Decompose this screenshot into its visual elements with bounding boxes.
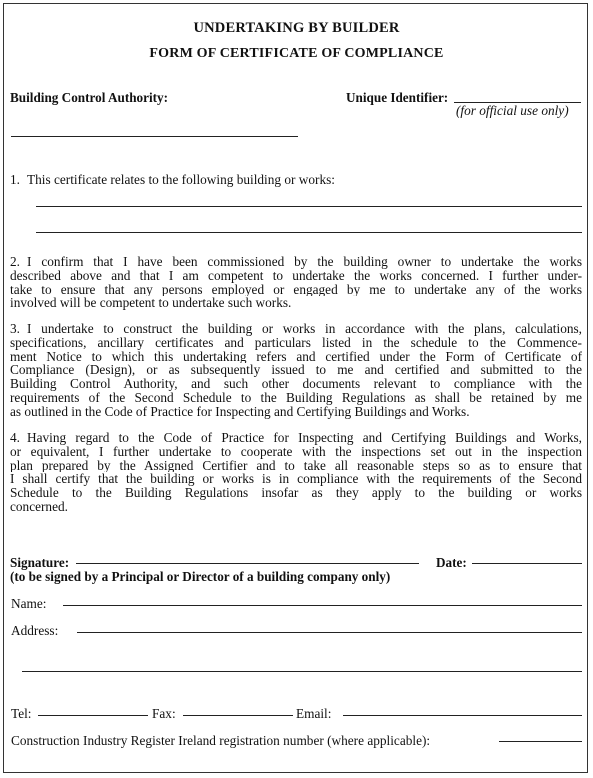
- section-3-line: as outlined in the Code of Practice for Inspecting and Certifying Buildings and Works.: [10, 404, 470, 419]
- section-2-number: 2.: [10, 254, 20, 269]
- section-1-number: 1.: [10, 172, 20, 187]
- section-3-line: requirements of the Second Schedule to the Building Regulations as shall be retained by me: [10, 390, 582, 405]
- section-2-line: involved will be competent to undertake such works.: [10, 296, 292, 311]
- section-4-line: plan prepared by the Assigned Certifier and to take all reasonable steps so as to ensure that: [10, 458, 582, 473]
- section-4-line: Schedule to the Building Regulations insofar as they apply to the building or works: [10, 486, 582, 500]
- name-label: Name:: [11, 596, 47, 611]
- fax-label: Fax:: [152, 706, 176, 721]
- section-3-line: I undertake to construct the building or works in accordance with the plans, calculations,: [27, 322, 582, 336]
- section-4-number: 4.: [10, 430, 20, 445]
- section-3-line: ment Notice to which this undertaking refers and certified under the Form of Certificate of: [10, 349, 582, 364]
- tel-field[interactable]: [38, 715, 148, 716]
- section-4-line: I shall certify that the building or works is in compliance with the requirements of the Second: [10, 472, 582, 487]
- ciri-registration-field[interactable]: [499, 741, 582, 742]
- form-title: UNDERTAKING BY BUILDER: [193, 20, 400, 36]
- tel-label: Tel:: [11, 706, 32, 721]
- section-4-line: or equivalent, I further undertake to cooperate with the inspections set out in the inspection: [10, 444, 582, 459]
- official-use-note: (for official use only): [456, 103, 569, 118]
- ciri-registration-label: Construction Industry Register Ireland registration number (where applicable):: [11, 733, 431, 748]
- section-3-line: specifications, ancillary certificates and particulars listed in the schedule to the Commence-: [10, 335, 582, 350]
- section-3-line: Building Control Authority, and such other documents relevant to compliance with the: [10, 377, 582, 391]
- name-field[interactable]: [63, 605, 582, 606]
- works-description-line-2[interactable]: [36, 232, 582, 233]
- section-3-number: 3.: [10, 321, 20, 336]
- section-4-line: concerned.: [10, 499, 68, 514]
- address-field-line-2[interactable]: [22, 671, 582, 672]
- section-1-text: This certificate relates to the following building or works:: [27, 172, 335, 187]
- works-description-line-1[interactable]: [36, 206, 582, 207]
- address-field-line-1[interactable]: [77, 632, 582, 633]
- section-3-line: Compliance (Design), or as subsequently issued to me and certified and submitted to the: [10, 363, 582, 378]
- fax-field[interactable]: [183, 715, 293, 716]
- address-label: Address:: [11, 623, 59, 638]
- form-subtitle: FORM OF CERTIFICATE OF COMPLIANCE: [149, 46, 444, 61]
- signature-label: Signature:: [10, 555, 70, 570]
- unique-identifier-label: Unique Identifier:: [346, 90, 449, 105]
- building-control-authority-label: Building Control Authority:: [10, 90, 169, 105]
- building-control-authority-field[interactable]: [11, 136, 298, 137]
- date-field[interactable]: [472, 563, 582, 564]
- email-label: Email:: [296, 706, 332, 721]
- date-label: Date:: [436, 555, 467, 570]
- section-2-line: take to ensure that any persons employed or engaged by me to undertake any of the works: [10, 282, 582, 297]
- signature-field[interactable]: [76, 563, 419, 564]
- section-4-line: Having regard to the Code of Practice for Inspecting and Certifying Buildings and Works,: [27, 431, 582, 445]
- section-2-line: described above and that I am competent to undertake the works concerned. I further under-: [10, 268, 582, 283]
- section-2-line: I confirm that I have been commissioned by the building owner to undertake the works: [27, 255, 582, 269]
- signature-note: (to be signed by a Principal or Director of a building company only): [10, 569, 391, 584]
- email-field[interactable]: [343, 715, 582, 716]
